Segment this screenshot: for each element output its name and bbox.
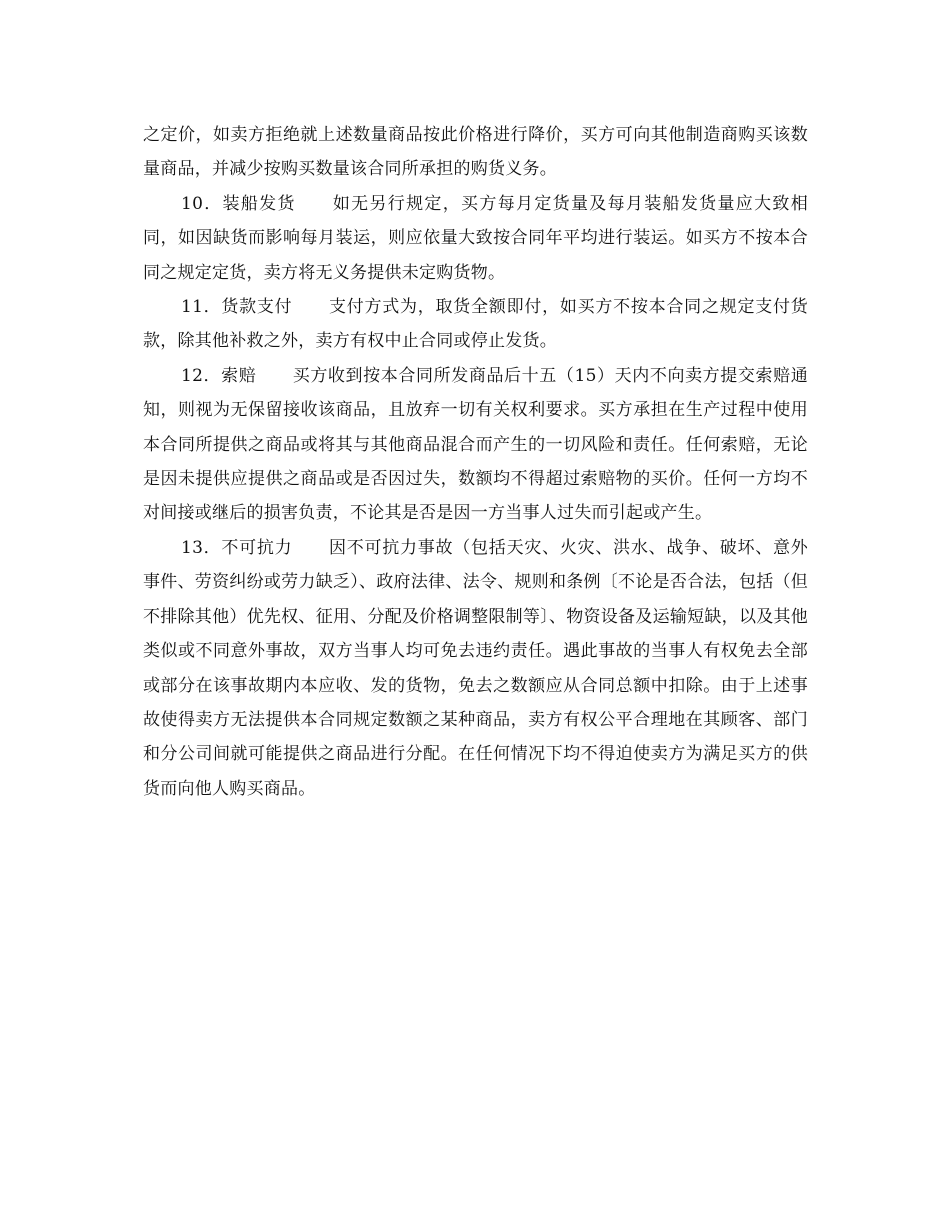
clause-text: 买方收到按本合同所发商品后十五（15）天内不向卖方提交索赔通知，则视为无保留接收该商品，且放弃一切有关权利要求。买方承担在生产过程中使用本合同所提供之商品或将其与其他商品混合而产生的一切风险和责任。任何索赔，无论是因未提供应提供之商品或是否因过失，数额均不得超过索赔物的买价。任何一方均不对间接或继后的损害负责，不论其是否是因一方当事人过失而引起或产生。 xyxy=(143,365,808,524)
clause-heading: 12．索赔 xyxy=(181,365,257,386)
document-page xyxy=(143,118,808,806)
clause-text: 因不可抗力事故（包括天灾、火灾、洪水、战争、破坏、意外事件、劳资纠纷或劳力缺乏）、政府法律、法令、规则和条例〔不论是否合法，包括（但不排除其他）优先权、征用、分配及价格调整限制等〕、物资设备及运输短缺，以及其他类似或不同意外事故，双方当事人均可免去违约责任。遇此事故的当事人有权免去全部或部分在该事故期内本应收、发的货物，免去之数额应从合同总额中扣除。由于上述事故使得卖方无法提供本合同规定数额之某种商品，卖方有权公平合理地在其顾客、部门和分公司间就可能提供之商品进行分配。在任何情况下均不得迫使卖方为满足买方的供货而向他人购买商品。 xyxy=(143,537,808,799)
clause-heading: 13．不可抗力 xyxy=(181,537,293,558)
clause-text: 支付方式为，取货全额即付，如买方不按本合同之规定支付货款，除其他补救之外，卖方有权中止合同或停止发货。 xyxy=(143,297,808,352)
clause-payment xyxy=(143,290,808,359)
clause-claims xyxy=(143,359,808,531)
clause-text: 如无另行规定，买方每月定货量及每月装船发货量应大致相同，如因缺货而影响每月装运，则应依量大致按合同年平均进行装运。如买方不按本合同之规定定货，卖方将无义务提供未定购货物。 xyxy=(143,193,808,283)
clause-heading: 10．装船发货 xyxy=(181,193,296,214)
clause-heading: 11．货款支付 xyxy=(181,297,293,318)
continuation-paragraph: 之定价，如卖方拒绝就上述数量商品按此价格进行降价，买方可向其他制造商购买该数量商品，并减少按购买数量该合同所承担的购货义务。 xyxy=(143,125,808,180)
clause-force-majeure xyxy=(143,531,808,806)
clause-shipment xyxy=(143,187,808,290)
